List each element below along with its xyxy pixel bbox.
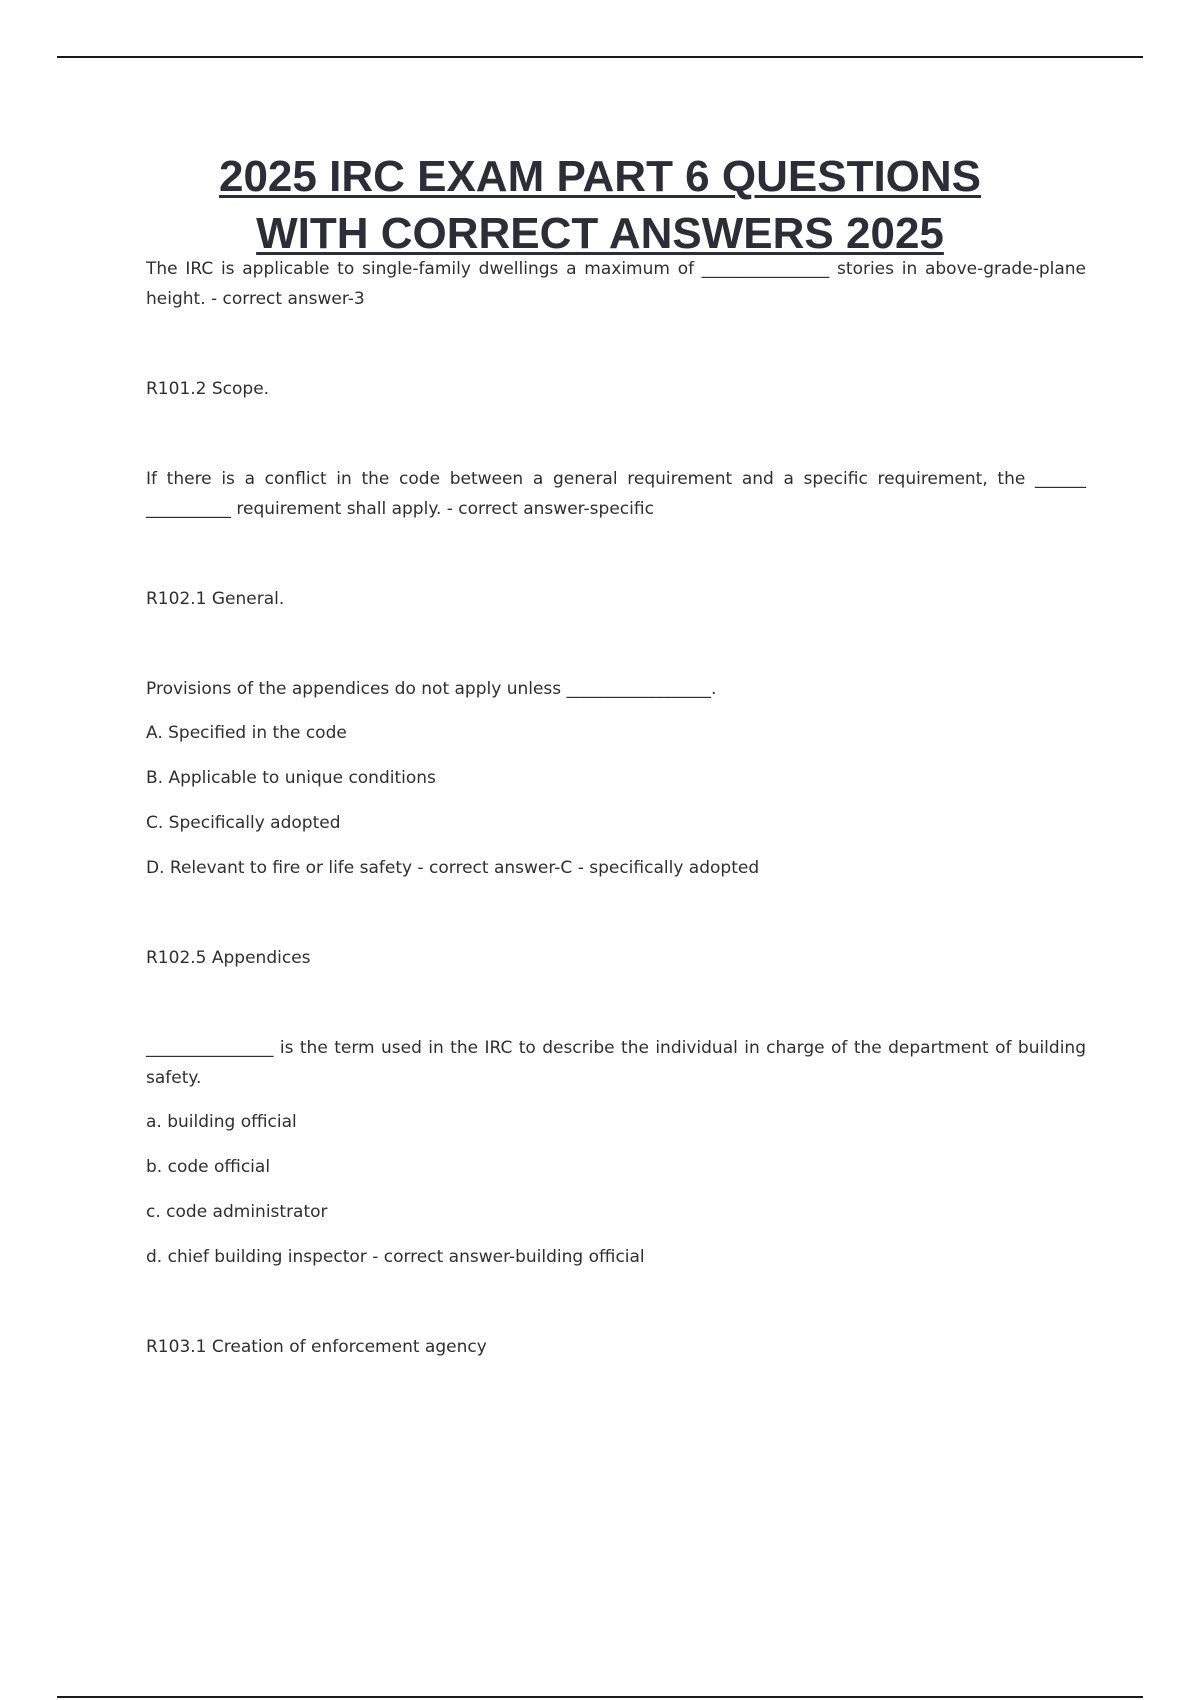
question-4-option-b: b. code official	[146, 1157, 271, 1177]
reference-2: R102.1 General.	[146, 589, 285, 609]
document-body	[146, 254, 1086, 1362]
question-3: Provisions of the appendices do not apply unless _________________.	[146, 679, 717, 699]
question-3-option-c: C. Specifically adopted	[146, 813, 341, 833]
question-4-option-a: a. building official	[146, 1112, 297, 1132]
question-3-option-d: D. Relevant to fire or life safety - correct answer-C - specifically adopted	[146, 858, 760, 878]
reference-3: R102.5 Appendices	[146, 948, 311, 968]
title-line-2: WITH CORRECT ANSWERS 2025	[256, 209, 944, 258]
question-4-option-d: d. chief building inspector - correct answer-building official	[146, 1247, 645, 1267]
document-title	[0, 148, 1200, 262]
question-3-option-a: A. Specified in the code	[146, 723, 347, 743]
question-4-option-c: c. code administrator	[146, 1202, 328, 1222]
question-3-option-b: B. Applicable to unique conditions	[146, 768, 436, 788]
bottom-rule	[57, 1696, 1143, 1698]
question-4: _______________ is the term used in the IRC to describe the individual in charge of the department of building safety.	[146, 1038, 1086, 1088]
question-2: If there is a conflict in the code between a general requirement and a specific requirement, the ______ __________ requirement shall apply. - correct answer-specific	[146, 469, 1086, 519]
reference-4: R103.1 Creation of enforcement agency	[146, 1337, 487, 1357]
top-rule	[57, 56, 1143, 58]
title-line-1: 2025 IRC EXAM PART 6 QUESTIONS	[218, 152, 982, 201]
question-1: The IRC is applicable to single-family dwellings a maximum of _______________ stories in above-grade-plane height. - correct answer-3	[146, 259, 1086, 309]
reference-1: R101.2 Scope.	[146, 379, 270, 399]
